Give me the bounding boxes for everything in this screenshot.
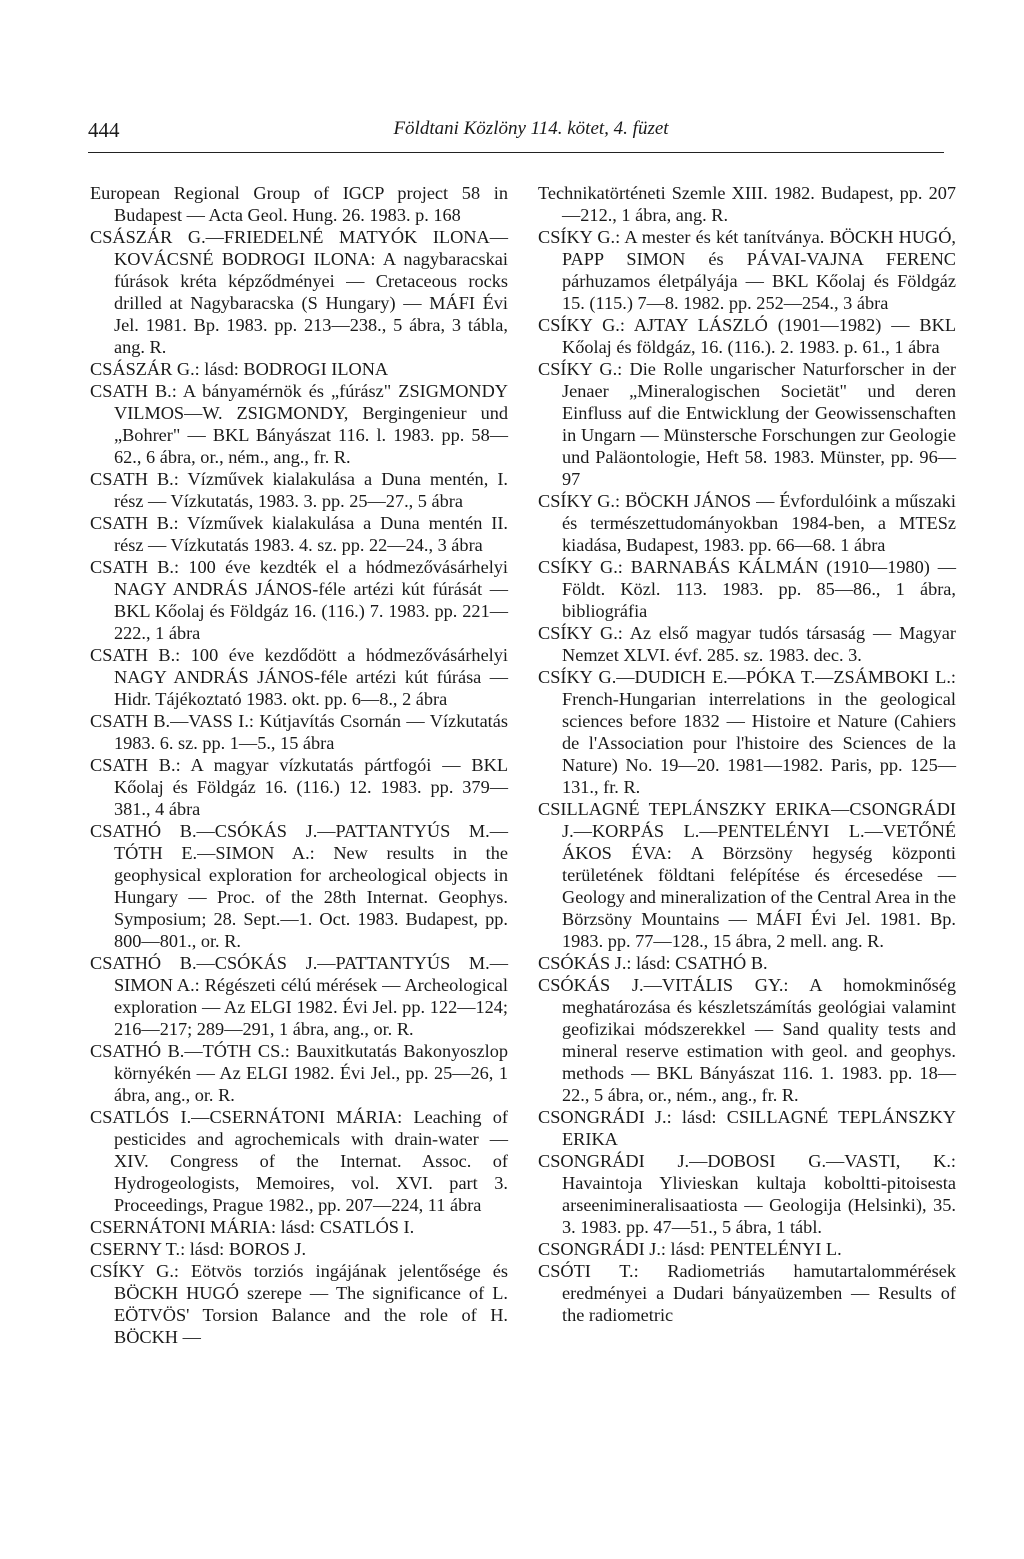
right-column <box>538 182 956 1326</box>
bibliography-entry: CSATH B.: Vízművek kialakulása a Duna mentén II. rész — Vízkutatás 1983. 4. sz. pp. 22—24., 3 ábra <box>90 513 508 555</box>
bibliography-entry: European Regional Group of IGCP project 58 in Budapest — Acta Geol. Hung. 26. 1983. p. 168 <box>90 183 508 225</box>
page-header <box>88 118 944 153</box>
bibliography-entry: CSÍKY G.: Die Rolle ungarischer Naturforscher in der Jenaer „Mineralogischen Societät" und deren Einfluss auf die Entwicklung der Geowissenschaften in Ungarn — Münstersche Forschungen zur Geologie und Paläontologie, Heft 58. 1983. Münster, pp. 96—97 <box>538 359 956 489</box>
bibliography-entry: CSÓKÁS J.—VITÁLIS GY.: A homokminőség meghatározása és készletszámítás geológiai valamint geofizikai módszerekkel — Sand quality tests and mineral reserve estimation with geol. and geophys. methods — BKL Bányászat 116. 1. 1983. pp. 18—22., 5 ábra, or., ném., ang., fr. R. <box>538 975 956 1105</box>
page-number: 444 <box>88 118 120 142</box>
bibliography-entry: CSÍKY G.: A mester és két tanítványa. BÖCKH HUGÓ, PAPP SIMON és PÁVAI-VAJNA FERENC párhuzamos életpályája — BKL Kőolaj és Földgáz 15. (115.) 7—8. 1982. pp. 252—254., 3 ábra <box>538 227 956 313</box>
bibliography-entry: CSONGRÁDI J.—DOBOSI G.—VASTI, K.: Havaintoja Ylivieskan kultaja koboltti-pitoisesta arseenimineralisaatiosta — Geologija (Helsinki), 35. 3. 1983. pp. 47—51., 5 ábra, 1 tábl. <box>538 1151 956 1237</box>
bibliography-entry: CSÍKY G.: BARNABÁS KÁLMÁN (1910—1980) — Földt. Közl. 113. 1983. pp. 85—86., 1 ábra, bibliográfia <box>538 557 956 621</box>
bibliography-entry: CSÍKY G.: AJTAY LÁSZLÓ (1901—1982) — BKL Kőolaj és földgáz, 16. (116.). 2. 1983. p. 61., 1 ábra <box>538 315 956 357</box>
bibliography-entry: CSATHÓ B.—CSÓKÁS J.—PATTANTYÚS M.—SIMON A.: Régészeti célú mérések — Archeological exploration — Az ELGI 1982. Évi Jel. pp. 122—124; 216—217; 289—291, 1 ábra, ang., or. R. <box>90 953 508 1039</box>
bibliography-entry: CSÁSZÁR G.—FRIEDELNÉ MATYÓK ILONA—KOVÁCSNÉ BODROGI ILONA: A nagybaracskai fúrások kréta képződményei — Cretaceous rocks drilled at Nagybaracska (S Hungary) — MÁFI Évi Jel. 1981. Bp. 1983. pp. 213—238., 5 ábra, 3 tábla, ang. R. <box>90 227 508 357</box>
bibliography-entry: CSÓTI T.: Radiometriás hamutartalommérések eredményei a Dudari bányaüzemben — Results of the radiometric <box>538 1261 956 1325</box>
bibliography-entry: CSATH B.: 100 éve kezdődött a hódmezővásárhelyi NAGY ANDRÁS JÁNOS-féle artézi kút fúrása — Hidr. Tájékoztató 1983. okt. pp. 6—8., 2 ábra <box>90 645 508 709</box>
bibliography-entry: CSATH B.: A magyar vízkutatás pártfogói — BKL Kőolaj és Földgáz 16. (116.) 12. 1983. pp. 379—381., 4 ábra <box>90 755 508 819</box>
bibliography-entry: CSÍKY G.: Eötvös torziós ingájának jelentősége és BÖCKH HUGÓ szerepe — The significance of L. EÖTVÖS' Torsion Balance and the role of H. BÖCKH — <box>90 1261 508 1347</box>
bibliography-entry: CSÁSZÁR G.: lásd: BODROGI ILONA <box>90 359 389 379</box>
bibliography-entry: CSATH B.: Vízművek kialakulása a Duna mentén, I. rész — Vízkutatás, 1983. 3. pp. 25—27., 5 ábra <box>90 469 508 511</box>
bibliography-entry: CSÓKÁS J.: lásd: CSATHÓ B. <box>538 953 768 973</box>
bibliography-entry: CSATH B.—VASS I.: Kútjavítás Csornán — Vízkutatás 1983. 6. sz. pp. 1—5., 15 ábra <box>90 711 508 753</box>
bibliography-entry: CSATH B.: 100 éve kezdték el a hódmezővásárhelyi NAGY ANDRÁS JÁNOS-féle artézi kút fúrását — BKL Kőolaj és Földgáz 16. (116.) 7. 1983. pp. 221—222., 1 ábra <box>90 557 508 643</box>
bibliography-entry: CSERNÁTONI MÁRIA: lásd: CSATLÓS I. <box>90 1217 415 1237</box>
bibliography-entry: CSÍKY G.: BÖCKH JÁNOS — Évfordulóink a műszaki és természettudományokban 1984-ben, a MTESz kiadása, Budapest, 1983. pp. 66—68. 1 ábra <box>538 491 956 555</box>
bibliography-entry: CSILLAGNÉ TEPLÁNSZKY ERIKA—CSONGRÁDI J.—KORPÁS L.—PENTELÉNYI L.—VETŐNÉ ÁKOS ÉVA: A Börzsöny hegység központi területének földtani felépítése és ércesedése — Geology and mineralization of the Central Area in the Börzsöny Mountains — MÁFI Évi Jel. 1981. Bp. 1983. pp. 77—128., 15 ábra, 2 mell. ang. R. <box>538 799 956 951</box>
bibliography-entry: CSERNY T.: lásd: BOROS J. <box>90 1239 307 1259</box>
bibliography-entry-continued: Technikatörténeti Szemle XIII. 1982. Budapest, pp. 207—212., 1 ábra, ang. R. <box>538 183 956 225</box>
bibliography-entry: CSÍKY G.—DUDICH E.—PÓKA T.—ZSÁMBOKI L.: French-Hungarian interrelations in the geological sciences before 1832 — Histoire et Nature (Cahiers de l'Association pour l'histoire des Sciences de la Nature) No. 19—20. 1981—1982. Paris, pp. 125—131., fr. R. <box>538 667 956 797</box>
bibliography-entry: CSÍKY G.: Az első magyar tudós társaság — Magyar Nemzet XLVI. évf. 285. sz. 1983. dec. 3. <box>538 623 956 665</box>
bibliography-entry: CSONGRÁDI J.: lásd: PENTELÉNYI L. <box>538 1239 842 1259</box>
bibliography-entry: CSONGRÁDI J.: lásd: CSILLAGNÉ TEPLÁNSZKY ERIKA <box>538 1107 956 1149</box>
bibliography-entry: CSATLÓS I.—CSERNÁTONI MÁRIA: Leaching of pesticides and agrochemicals with drain-water — XIV. Congress of the Internat. Assoc. of Hydrogeologists, Memoires, vol. XVI. part 3. Proceedings, Prague 1982., pp. 207—224, 11 ábra <box>90 1107 508 1215</box>
left-column <box>90 182 508 1348</box>
bibliography-entry: CSATH B.: A bányamérnök és „fúrász" ZSIGMONDY VILMOS—W. ZSIGMONDY, Bergingenieur und „Bohrer" — BKL Bányászat 116. l. 1983. pp. 58—62., 6 ábra, or., ném., ang., fr. R. <box>90 381 508 467</box>
running-title: Földtani Közlöny 114. kötet, 4. füzet <box>393 118 669 139</box>
bibliography-entry: CSATHÓ B.—CSÓKÁS J.—PATTANTYÚS M.—TÓTH E.—SIMON A.: New results in the geophysical exploration for archeological objects in Hungary — Proc. of the 28th Internat. Geophys. Symposium; 28. Sept.—1. Oct. 1983. Budapest, pp. 800—801., or. R. <box>90 821 508 951</box>
bibliography-entry: CSATHÓ B.—TÓTH CS.: Bauxitkutatás Bakonyoszlop környékén — Az ELGI 1982. Évi Jel., pp. 25—26, 1 ábra, ang., or. R. <box>90 1041 508 1105</box>
